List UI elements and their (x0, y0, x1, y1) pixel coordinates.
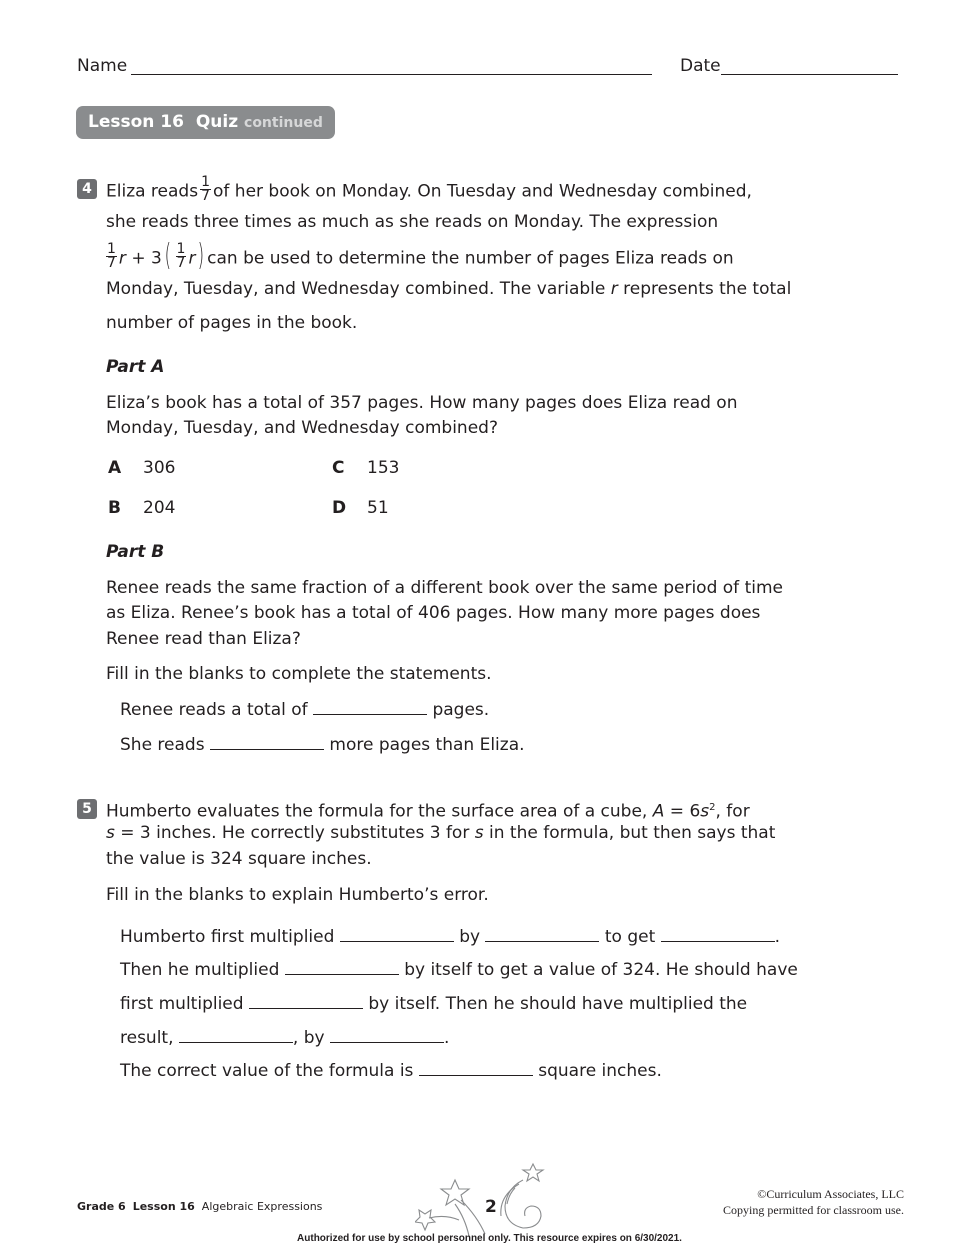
choice-d[interactable]: D 51 (332, 498, 389, 518)
date-label: Date (680, 56, 721, 76)
question-4-number: 4 (77, 179, 97, 199)
fraction-one-seventh: $\frac{1}{7}$ (201, 174, 210, 204)
part-b-heading: Part B (106, 542, 165, 562)
choice-c[interactable]: C 153 (332, 458, 400, 478)
part-b-question-3: Renee read than Eliza? (106, 629, 301, 649)
blank-should-multiply[interactable] (249, 993, 363, 1009)
copyright-notice: ©Curriculum Associates, LLC Copying permitted for classroom use. (723, 1187, 904, 1217)
q4-line-2: she reads three times as much as she reads on Monday. The expression (106, 212, 719, 232)
q5-blank-line-1: Humberto first multiplied by to get . (120, 927, 781, 947)
blank-result[interactable] (179, 1027, 293, 1043)
footer-course-info: Grade 6 Lesson 16 Algebraic Expressions (77, 1200, 323, 1213)
part-b-instructions: Fill in the blanks to complete the statements. (106, 664, 492, 684)
choice-a[interactable]: A 306 (108, 458, 176, 478)
q5-instructions: Fill in the blanks to explain Humberto’s error. (106, 885, 489, 905)
blank-multiplied-value[interactable] (285, 959, 399, 975)
part-a-heading: Part A (106, 357, 165, 377)
q4-line-4: Monday, Tuesday, and Wednesday combined. The variable r represents the total (106, 279, 792, 299)
blank-first-factor[interactable] (340, 926, 454, 942)
lesson-quiz-badge: Lesson 16 Quiz continued (76, 106, 335, 139)
question-5-number: 5 (77, 799, 97, 819)
name-label: Name (77, 56, 128, 76)
q4-line-1: Eliza reads $\frac{1}{7}$ of her book on Monday. On Tuesday and Wednesday combined, (106, 174, 752, 204)
page-number: 2 (485, 1197, 497, 1217)
q4-line-3: $\frac{1}{7}$ r + 3( $\frac{1}{7}$ r) can be used to determine the number of pages Eliza reads on (107, 237, 734, 273)
date-input-line[interactable] (721, 74, 898, 75)
q4-line-5: number of pages in the book. (106, 313, 358, 333)
part-b-statement-1: Renee reads a total of pages. (120, 700, 490, 720)
part-b-statement-2: She reads more pages than Eliza. (120, 735, 525, 755)
part-a-question-2: Monday, Tuesday, and Wednesday combined? (106, 418, 498, 438)
q5-blank-line-5: The correct value of the formula is square inches. (120, 1061, 662, 1081)
name-input-line[interactable] (131, 74, 652, 75)
q5-line-2: s = 3 inches. He correctly substitutes 3 for s in the formula, but then says that (106, 823, 776, 843)
authorization-notice: Authorized for use by school personnel only. This resource expires on 6/30/2021. (297, 1233, 682, 1244)
q5-line-3: the value is 324 square inches. (106, 849, 372, 869)
blank-product[interactable] (661, 926, 775, 942)
blank-multiplier[interactable] (330, 1027, 444, 1043)
part-b-question-1: Renee reads the same fraction of a different book over the same period of time (106, 578, 783, 598)
blank-total-pages[interactable] (313, 699, 427, 715)
part-b-question-2: as Eliza. Renee’s book has a total of 406 pages. How many more pages does (106, 603, 761, 623)
blank-second-factor[interactable] (485, 926, 599, 942)
q5-line-1: Humberto evaluates the formula for the surface area of a cube, $A = 6s^2$, for (106, 801, 750, 822)
q5-blank-line-3: first multiplied by itself. Then he should have multiplied the (120, 994, 748, 1014)
q5-blank-line-4: result, , by . (120, 1028, 450, 1048)
blank-more-pages[interactable] (210, 734, 324, 750)
part-a-question-1: Eliza’s book has a total of 357 pages. How many pages does Eliza read on (106, 393, 738, 413)
blank-correct-value[interactable] (419, 1060, 533, 1076)
choice-b[interactable]: B 204 (108, 498, 176, 518)
q5-blank-line-2: Then he multiplied by itself to get a value of 324. He should have (120, 960, 798, 980)
